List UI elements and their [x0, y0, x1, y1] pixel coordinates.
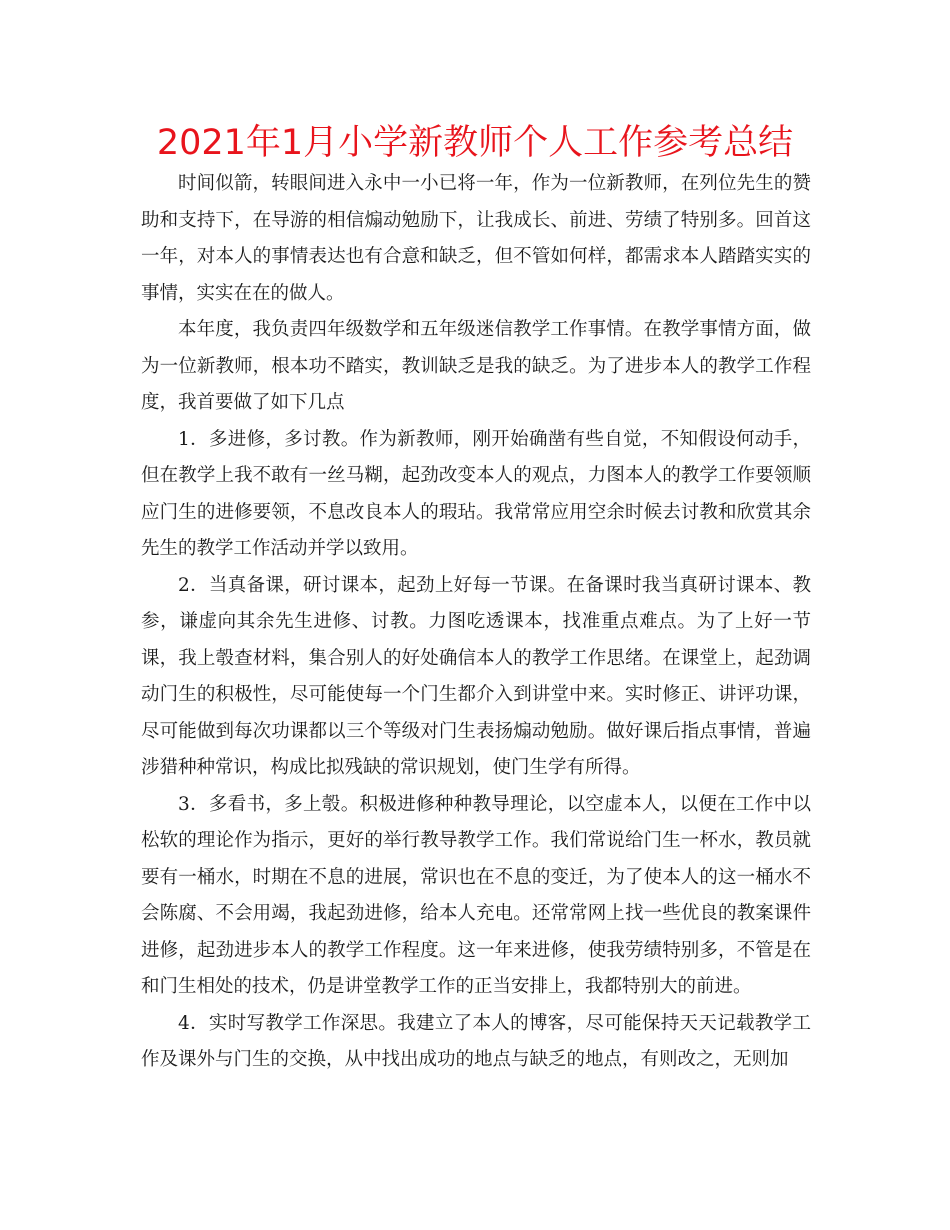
- paragraph-point-3: 3．多看书，多上彀。积极进修种种教导理论，以空虚本人，以便在工作中以松软的理论作为指示，更好的举行教导教学工作。我们常说给门生一杯水，教员就要有一桶水，时期在不息的进展，常识也在不息的变迁，为了使本人的这一桶水不会陈腐、不会用竭，我起劲进修，给本人充电。还常常网上找一些优良的教案课件进修，起劲进步本人的教学工作程度。这一年来进修，使我劳绩特别多，不管是在和门生相处的技术，仍是讲堂教学工作的正当安排上，我都特别大的前进。: [141, 793, 811, 997]
- paragraph-point-1: 1．多进修，多讨教。作为新教师，刚开始确凿有些自觉，不知假设何动手，但在教学上我不敢有一丝马糊，起劲改变本人的观点，力图本人的教学工作要领顺应门生的进修要领，不息改良本人的瑕玷。我常常应用空余时候去讨教和欣赏其余先生的教学工作活动并学以致用。: [141, 428, 811, 559]
- paragraph-point-4: 4．实时写教学工作深思。我建立了本人的博客，尽可能保持天天记载教学工作及课外与门生的交换，从中找出成功的地点与缺乏的地点，有则改之，无则加: [141, 1012, 811, 1070]
- document-title: 2021年1月小学新教师个人工作参考总结: [156, 123, 794, 163]
- paragraph-point-2: 2．当真备课，研讨课本，起劲上好每一节课。在备课时我当真研讨课本、教参，谦虚向其余先生进修、讨教。力图吃透课本，找准重点难点。为了上好一节课，我上彀查材料，集合别人的好处确信本人的教学工作思绪。在课堂上，起劲调动门生的积极性，尽可能使每一个门生都介入到讲堂中来。实时修正、讲评功课，尽可能做到每次功课都以三个等级对门生表扬煽动勉励。做好课后指点事情，普遍涉猎种种常识，构成比拟残缺的常识规划，使门生学有所得。: [141, 574, 811, 778]
- paragraph-duties: 本年度，我负责四年级数学和五年级迷信教学工作事情。在教学事情方面，做为一位新教师，根本功不踏实，教训缺乏是我的缺乏。为了进步本人的教学工作程度，我首要做了如下几点: [141, 319, 811, 413]
- document-body: [141, 166, 811, 1079]
- paragraph-intro: 时间似箭，转眼间进入永中一小已将一年，作为一位新教师，在列位先生的赞助和支持下，在导游的相信煽动勉励下，让我成长、前进、劳绩了特别多。回首这一年，对本人的事情表达也有合意和缺乏，但不管如何样，都需求本人踏踏实实的事情，实实在在的做人。: [141, 173, 811, 304]
